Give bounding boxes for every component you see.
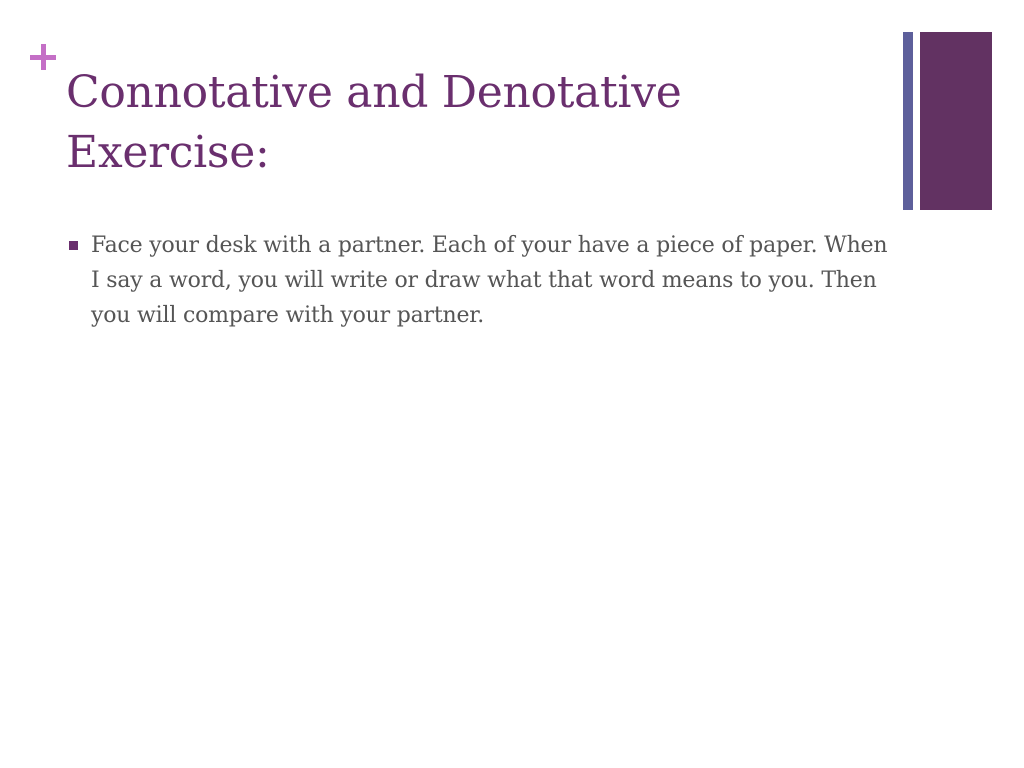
accent-bar-thin bbox=[903, 32, 913, 210]
square-bullet-icon bbox=[69, 241, 78, 250]
bullet-text: Face your desk with a partner. Each of your have a piece of paper. When I say a word, you will write or draw what that word means to you. Then you will compare with your partner. bbox=[91, 233, 888, 328]
bullet-item bbox=[66, 228, 896, 333]
bullet-list bbox=[66, 228, 896, 333]
accent-bar-wide bbox=[920, 32, 992, 210]
plus-icon bbox=[30, 44, 56, 70]
slide-title: Connotative and Denotative Exercise: bbox=[66, 67, 682, 178]
